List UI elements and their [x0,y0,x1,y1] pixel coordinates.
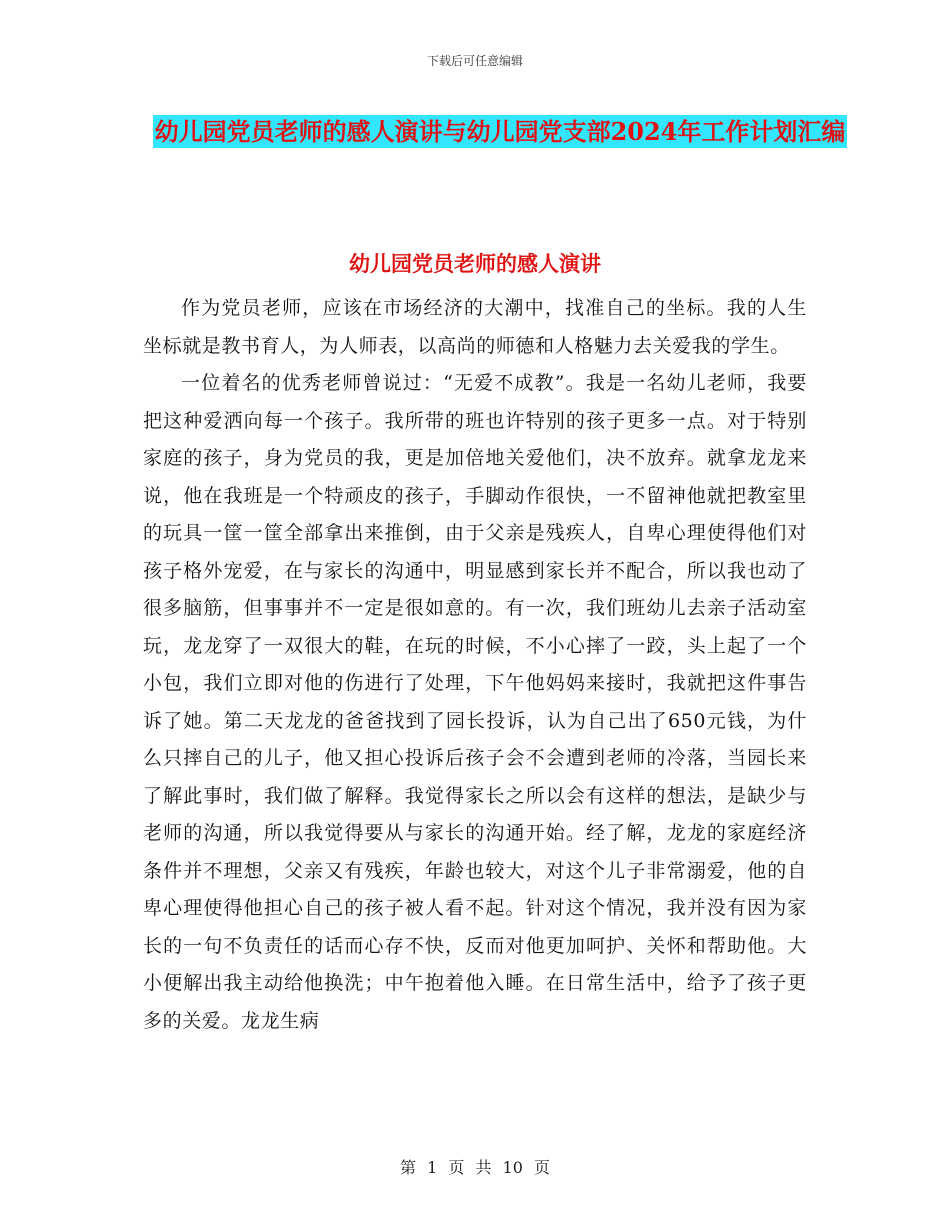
paragraph: 作为党员老师，应该在市场经济的大潮中，找准自己的坐标。我的人生坐标就是教书育人，为人师表，以高尚的师德和人格魅力去关爱我的学生。 [143,297,807,357]
header-note: 下载后可任意编辑 [426,54,523,68]
section-title: 幼儿园党员老师的感人演讲 [349,251,601,276]
document-title [140,108,860,156]
page-footer: 第 1 页 共 10 页 [400,1158,550,1177]
paragraph: 一位着名的优秀老师曾说过：“无爱不成教”。我是一名幼儿老师，我要把这种爱洒向每一个孩子。我所带的班也许特别的孩子更多一点。对于特别家庭的孩子，身为党员的我，更是加倍地关爱他们，决不放弃。就拿龙龙来说，他在我班是一个特顽皮的孩子，手脚动作很快，一不留神他就把教室里的玩具一筐一筐全部拿出来推倒，由于父亲是残疾人，自卑心理使得他们对孩子格外宠爱，在与家长的沟通中，明显感到家长并不配合，所以我也动了很多脑筋，但事事并不一定是很如意的。有一次，我们班幼儿去亲子活动室玩，龙龙穿了一双很大的鞋，在玩的时候，不小心摔了一跤，头上起了一个小包，我们立即对他的伤进行了处理，下午他妈妈来接时，我就把这件事告诉了她。第二天龙龙的爸爸找到了园长投诉，认为自己出了650元钱，为什么只摔自己的儿子，他又担心投诉后孩子会不会遭到老师的冷落，当园长来了解此事时，我们做了解释。我觉得家长之所以会有这样的想法，是缺少与老师的沟通，所以我觉得要从与家长的沟通开始。经了解，龙龙的家庭经济条件并不理想，父亲又有残疾，年龄也较大，对这个儿子非常溺爱，他的自卑心理使得他担心自己的孩子被人看不起。针对这个情况，我并没有因为家长的一句不负责任的话而心存不快，反而对他更加呵护、关怀和帮助他。大小便解出我主动给他换洗；中午抱着他入睡。在日常生活中，给予了孩子更多的关爱。龙龙生病 [143,372,807,1032]
body-text [143,290,807,1040]
document-title-text: 幼儿园党员老师的感人演讲与幼儿园党支部2024年工作计划汇编 [154,117,846,146]
